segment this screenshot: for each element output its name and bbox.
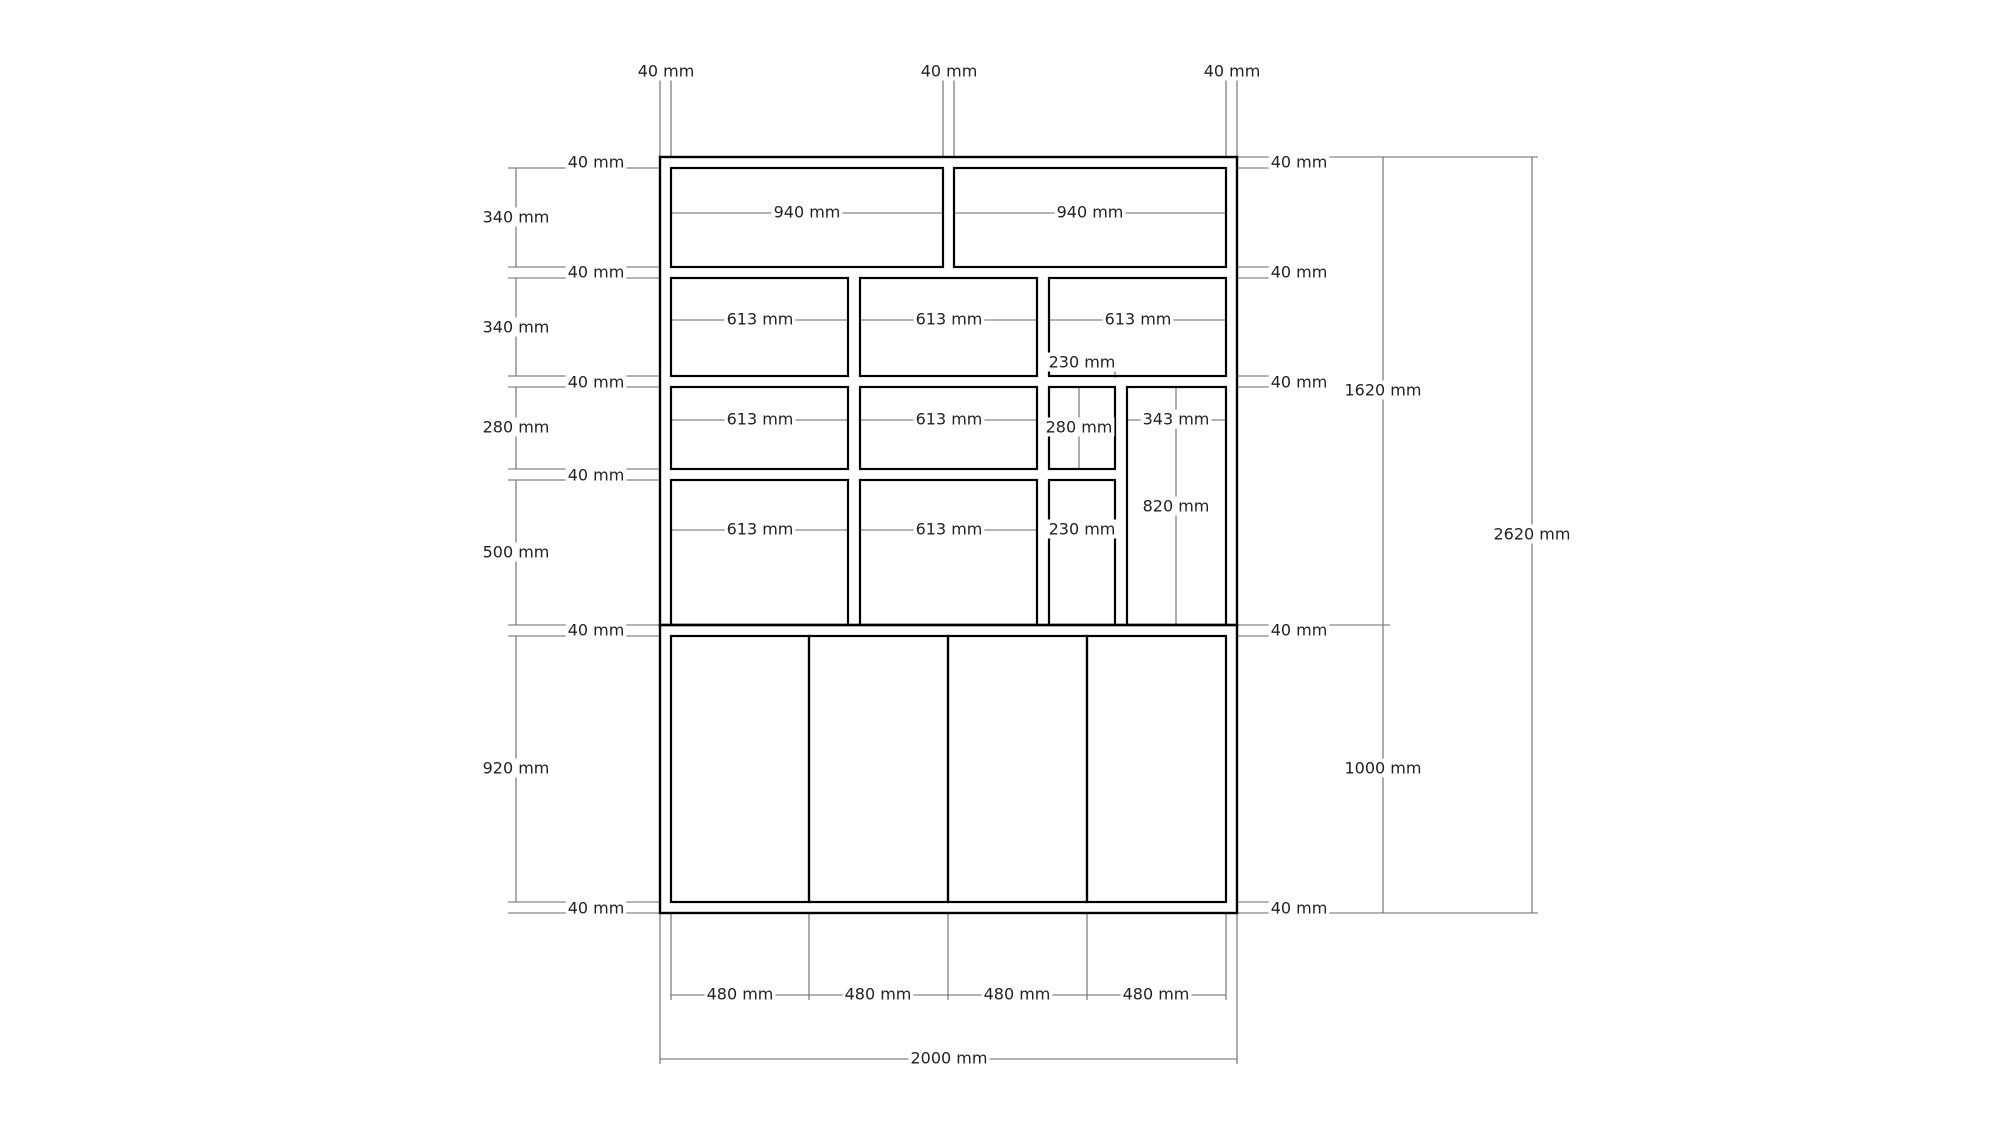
dimension-text: 940 mm bbox=[1056, 202, 1124, 222]
dimension-text: 280 mm bbox=[482, 417, 550, 437]
dimension-text: 40 mm bbox=[1203, 61, 1261, 81]
dimension-label-left-gap1 bbox=[566, 153, 627, 172]
door-1 bbox=[671, 636, 809, 902]
dimension-text: 480 mm bbox=[1122, 984, 1190, 1004]
dimension-label-left-h3 bbox=[481, 418, 552, 437]
dimension-label-tall-w bbox=[1141, 410, 1212, 429]
dimension-text: 500 mm bbox=[482, 542, 550, 562]
dimension-text: 1000 mm bbox=[1344, 758, 1422, 778]
dimension-text: 40 mm bbox=[567, 262, 625, 282]
dimension-label-row3-w2 bbox=[914, 410, 985, 429]
dimension-label-left-h4 bbox=[481, 543, 552, 562]
dimension-label-small-w bbox=[1047, 353, 1118, 372]
dimension-text: 40 mm bbox=[567, 372, 625, 392]
dimension-labels bbox=[481, 62, 1573, 1068]
dimension-label-row3-w1 bbox=[725, 410, 796, 429]
dimension-text: 40 mm bbox=[637, 61, 695, 81]
dimension-label-right-gap4 bbox=[1269, 621, 1330, 640]
dimension-text: 340 mm bbox=[482, 207, 550, 227]
dimension-label-row1-w2 bbox=[1055, 203, 1126, 222]
dimension-label-left-h2 bbox=[481, 318, 552, 337]
dimension-label-top-t1 bbox=[636, 62, 697, 81]
dimension-text: 40 mm bbox=[567, 465, 625, 485]
dimension-label-row4-w1 bbox=[725, 520, 796, 539]
dimension-text: 40 mm bbox=[1270, 620, 1328, 640]
dimension-label-row4-w3 bbox=[1047, 520, 1118, 539]
dimension-text: 480 mm bbox=[983, 984, 1051, 1004]
dimension-text: 230 mm bbox=[1048, 519, 1116, 539]
compartment-r4-c1 bbox=[671, 480, 848, 625]
dimension-text: 920 mm bbox=[482, 758, 550, 778]
dimension-label-left-gap4 bbox=[566, 466, 627, 485]
dimension-text: 613 mm bbox=[915, 409, 983, 429]
dimension-text: 40 mm bbox=[567, 620, 625, 640]
dimension-label-left-gap5 bbox=[566, 621, 627, 640]
dimension-label-top-t2 bbox=[919, 62, 980, 81]
dimension-text: 343 mm bbox=[1142, 409, 1210, 429]
dimension-label-left-gap2 bbox=[566, 263, 627, 282]
dimension-text: 230 mm bbox=[1048, 352, 1116, 372]
dimension-text: 340 mm bbox=[482, 317, 550, 337]
dimension-label-small-h bbox=[1044, 418, 1115, 437]
dimension-text: 40 mm bbox=[567, 898, 625, 918]
dimension-label-bottom-w3 bbox=[982, 985, 1053, 1004]
dimension-label-tall-h bbox=[1141, 497, 1212, 516]
dimension-label-bottom-w1 bbox=[705, 985, 776, 1004]
dimension-text: 613 mm bbox=[726, 309, 794, 329]
dimension-label-right-gap1 bbox=[1269, 153, 1330, 172]
dimension-text: 613 mm bbox=[726, 519, 794, 539]
upper-carcass bbox=[660, 157, 1237, 625]
compartment-r4-c3 bbox=[1049, 480, 1115, 625]
dimension-text: 280 mm bbox=[1045, 417, 1113, 437]
dimension-text: 2620 mm bbox=[1493, 524, 1571, 544]
dimension-text: 40 mm bbox=[920, 61, 978, 81]
dimension-label-right-gap5 bbox=[1269, 899, 1330, 918]
dimension-text: 613 mm bbox=[1104, 309, 1172, 329]
dimension-text: 613 mm bbox=[915, 309, 983, 329]
dimension-label-row2-w1 bbox=[725, 310, 796, 329]
dimension-label-left-gap3 bbox=[566, 373, 627, 392]
dimension-text: 40 mm bbox=[1270, 372, 1328, 392]
dimension-label-top-t3 bbox=[1202, 62, 1263, 81]
dimension-label-total-width bbox=[909, 1049, 990, 1068]
dimension-text: 613 mm bbox=[726, 409, 794, 429]
dimension-label-row1-w1 bbox=[772, 203, 843, 222]
dimension-label-bottom-w4 bbox=[1121, 985, 1192, 1004]
dimension-text: 40 mm bbox=[1270, 152, 1328, 172]
dimension-text: 613 mm bbox=[915, 519, 983, 539]
dimension-label-left-h1 bbox=[481, 208, 552, 227]
dimension-text: 820 mm bbox=[1142, 496, 1210, 516]
dimension-text: 480 mm bbox=[844, 984, 912, 1004]
dimension-label-row2-w2 bbox=[914, 310, 985, 329]
dimension-text: 40 mm bbox=[1270, 262, 1328, 282]
dimension-label-left-h5 bbox=[481, 759, 552, 778]
dimension-text: 480 mm bbox=[706, 984, 774, 1004]
dimension-text: 40 mm bbox=[1270, 898, 1328, 918]
dimension-label-bottom-w2 bbox=[843, 985, 914, 1004]
dimension-label-right-gap3 bbox=[1269, 373, 1330, 392]
dimension-text: 1620 mm bbox=[1344, 380, 1422, 400]
dimension-label-left-gap6 bbox=[566, 899, 627, 918]
dimension-text: 940 mm bbox=[773, 202, 841, 222]
dimension-label-row4-w2 bbox=[914, 520, 985, 539]
dimension-label-right-total bbox=[1492, 525, 1573, 544]
compartment-r4-c2 bbox=[860, 480, 1037, 625]
door-3 bbox=[948, 636, 1087, 902]
door-2 bbox=[809, 636, 948, 902]
dimension-text: 2000 mm bbox=[910, 1048, 988, 1068]
dimension-label-right-gap2 bbox=[1269, 263, 1330, 282]
dimension-label-right-upper bbox=[1343, 381, 1424, 400]
dimension-label-right-lower bbox=[1343, 759, 1424, 778]
door-4 bbox=[1087, 636, 1226, 902]
dimension-label-row2-w3 bbox=[1103, 310, 1174, 329]
dimension-text: 40 mm bbox=[567, 152, 625, 172]
